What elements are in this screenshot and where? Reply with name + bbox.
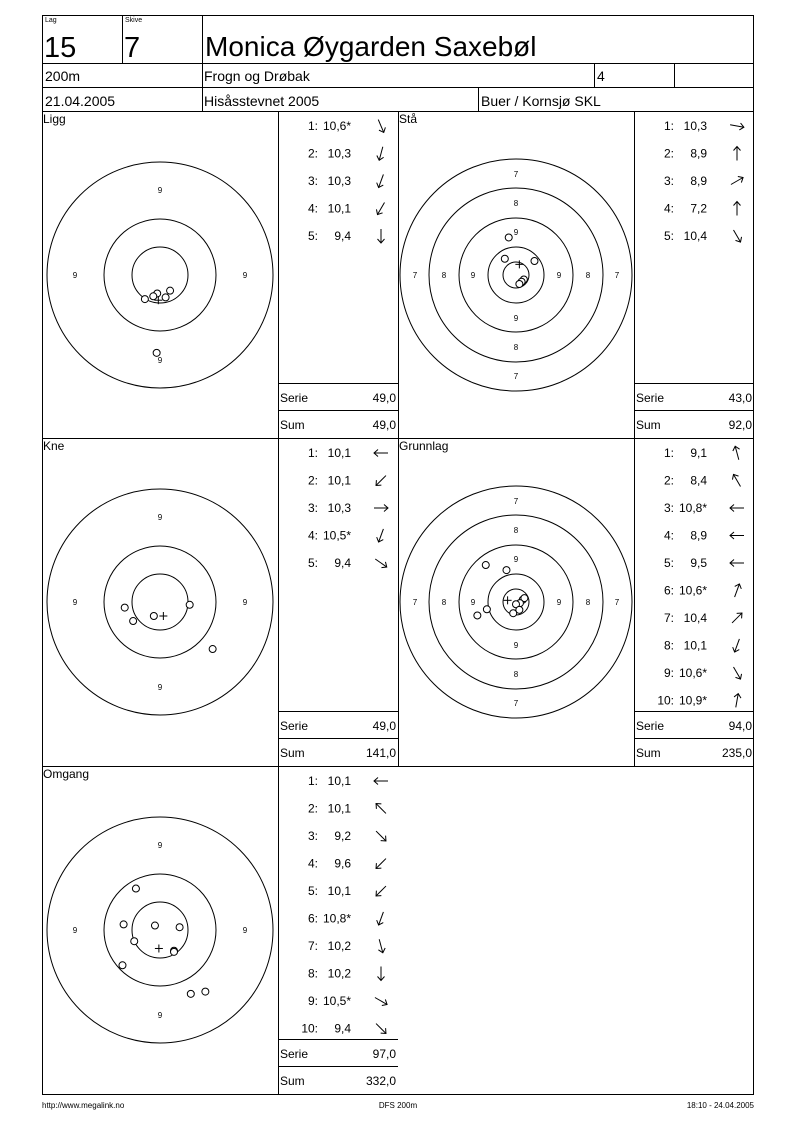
shot-mark (131, 938, 138, 945)
shot-score: 10,6* (678, 583, 707, 598)
serie-value: 49,0 (372, 391, 396, 405)
shot-score: 8,9 (690, 174, 707, 188)
section-title: Kne (43, 439, 65, 453)
direction-arrow-icon (373, 994, 389, 1007)
target-ring (132, 574, 188, 630)
sum-label: Sum (280, 746, 305, 760)
shot-mark (150, 293, 157, 300)
shot-number: 2: (307, 801, 318, 816)
ring-number: 8 (513, 526, 519, 535)
sum-value: 49,0 (372, 418, 396, 432)
direction-arrow-icon (730, 560, 744, 567)
direction-arrow-icon (374, 884, 389, 899)
direction-arrow-icon (373, 556, 388, 570)
shot-row (664, 501, 744, 515)
shot-number: 3: (307, 501, 318, 515)
direction-arrow-icon (375, 118, 387, 134)
shot-mark (120, 921, 127, 928)
direction-arrow-icon (734, 147, 741, 161)
event-date: 21.04.2005 (45, 93, 116, 109)
shot-score: 9,4 (334, 229, 351, 243)
sum-value: 332,0 (365, 1074, 396, 1088)
shot-number: 1: (663, 119, 674, 133)
shot-mark (482, 562, 489, 569)
shot-score: 10,3 (327, 174, 351, 188)
serie-value: 97,0 (372, 1047, 396, 1061)
ring-number: 8 (585, 271, 591, 280)
ring-number: 9 (556, 271, 562, 280)
shot-number: 5: (307, 556, 318, 570)
shot-mark (141, 296, 148, 303)
class-value: 4 (597, 68, 605, 84)
ring-number: 8 (513, 343, 519, 352)
ring-number: 9 (242, 598, 248, 607)
ring-number: 9 (513, 228, 519, 237)
direction-arrow-icon (374, 1021, 389, 1036)
lag-label: Lag (45, 17, 57, 24)
ring-number: 9 (72, 271, 78, 280)
serie-value: 94,0 (728, 719, 752, 733)
shot-score: 8,4 (690, 473, 707, 488)
direction-arrow-icon (375, 528, 386, 544)
serie-label: Serie (280, 1047, 309, 1061)
direction-arrow-icon (375, 173, 386, 189)
shot-score: 10,5* (322, 994, 351, 1008)
shot-row (664, 174, 745, 188)
serie-label: Serie (636, 719, 665, 733)
shot-score: 10,1 (327, 774, 351, 788)
shot-row (308, 118, 387, 134)
shot-row (308, 829, 388, 844)
shot-row (664, 556, 744, 570)
shot-number: 5: (307, 884, 318, 898)
ring-number: 7 (412, 271, 418, 280)
ring-number: 9 (513, 641, 519, 650)
target-ring (104, 874, 216, 986)
shot-mark (132, 885, 139, 892)
shot-number: 3: (307, 174, 318, 188)
direction-arrow-icon (374, 856, 389, 871)
target (47, 817, 273, 1043)
section-title: Stå (399, 112, 418, 126)
shot-score: 10,1 (327, 473, 351, 488)
ring-number: 7 (412, 598, 418, 607)
ring-number: 8 (513, 199, 519, 208)
ring-number: 9 (157, 513, 163, 522)
footer-url: http://www.megalink.no (42, 1101, 125, 1110)
shot-number: 4: (663, 201, 674, 216)
shot-row (308, 556, 389, 570)
shot-mark (202, 988, 209, 995)
section-title: Omgang (43, 767, 90, 781)
direction-arrow-icon (732, 445, 742, 460)
sum-label: Sum (636, 418, 661, 432)
direction-arrow-icon (375, 911, 386, 927)
direction-arrow-icon (374, 450, 388, 457)
shot-score: 10,6* (678, 666, 707, 680)
shot-mark (510, 610, 517, 617)
shot-score: 9,1 (690, 446, 707, 460)
shot-row (657, 693, 741, 708)
shot-mark (151, 922, 158, 929)
sum-label: Sum (280, 1074, 305, 1088)
target (400, 486, 632, 718)
group-center-cross (504, 596, 512, 604)
shot-number: 3: (307, 829, 318, 843)
shot-number: 3: (663, 501, 674, 515)
target-ring (488, 247, 544, 303)
shot-row (308, 173, 387, 189)
target-ring (47, 489, 273, 715)
ring-number: 8 (441, 598, 447, 607)
target-ring (47, 817, 273, 1043)
shot-mark (171, 948, 178, 955)
shot-mark (153, 349, 160, 356)
shot-number: 9: (663, 666, 674, 680)
direction-arrow-icon (374, 829, 389, 844)
shot-score: 10,2 (327, 966, 351, 981)
shot-mark (187, 990, 194, 997)
shot-score: 9,6 (334, 856, 351, 871)
section-title: Ligg (43, 112, 66, 126)
shot-mark (209, 646, 216, 653)
shot-score: 10,6* (322, 119, 351, 133)
shot-score: 9,5 (690, 556, 707, 570)
shot-number: 2: (663, 473, 674, 488)
direction-arrow-icon (731, 638, 742, 654)
ring-number: 9 (72, 926, 78, 935)
shot-row (301, 1021, 388, 1036)
shot-score: 10,1 (327, 884, 351, 898)
shot-row (664, 445, 742, 460)
target (47, 162, 273, 388)
sum-value: 141,0 (365, 746, 396, 760)
shot-number: 3: (663, 174, 674, 188)
ring-number: 7 (614, 598, 620, 607)
shot-score: 7,2 (690, 201, 707, 216)
shot-number: 4: (307, 201, 318, 216)
group-center-cross (155, 944, 163, 952)
shot-row (308, 994, 389, 1008)
sum-value: 235,0 (721, 746, 752, 760)
shot-number: 1: (307, 446, 318, 460)
direction-arrow-icon (376, 938, 386, 953)
shot-mark (483, 606, 490, 613)
shot-row (664, 529, 744, 543)
ring-number: 9 (242, 271, 248, 280)
shot-mark (531, 258, 538, 265)
shot-number: 6: (663, 583, 674, 598)
shot-score: 10,8* (322, 911, 351, 926)
shot-row (308, 528, 387, 544)
shot-score: 10,3 (327, 146, 351, 161)
direction-arrow-icon (730, 228, 743, 244)
shot-row (308, 774, 388, 788)
shot-number: 1: (307, 774, 318, 788)
direction-arrow-icon (374, 473, 389, 488)
lag-value: 15 (44, 32, 77, 64)
direction-arrow-icon (730, 665, 743, 681)
distance: 200m (45, 68, 81, 84)
shot-score: 10,3 (683, 119, 707, 133)
ring-number: 9 (72, 598, 78, 607)
sum-label: Sum (280, 418, 305, 432)
shot-row (664, 202, 741, 216)
ring-number: 9 (513, 555, 519, 564)
direction-arrow-icon (378, 229, 385, 243)
shot-number: 10: (657, 693, 674, 708)
event-name: Hisåsstevnet 2005 (204, 93, 320, 109)
shot-number: 4: (663, 528, 674, 543)
serie-value: 49,0 (372, 719, 396, 733)
shot-mark (162, 294, 169, 301)
shot-mark (150, 613, 157, 620)
ring-number: 8 (513, 670, 519, 679)
ring-number: 9 (157, 186, 163, 195)
footer-title: DFS 200m (378, 1101, 418, 1110)
shot-number: 10: (301, 1021, 318, 1036)
shot-row (308, 801, 388, 816)
shot-number: 2: (307, 473, 318, 488)
direction-arrow-icon (734, 202, 741, 216)
shot-number: 8: (307, 966, 318, 981)
shot-number: 4: (307, 856, 318, 871)
direction-arrow-icon (374, 201, 387, 217)
shot-row (664, 147, 741, 161)
section-title: Grunnlag (399, 439, 449, 453)
shot-row (308, 201, 388, 217)
shot-row (664, 665, 744, 681)
shot-row (308, 473, 388, 488)
target-ring (104, 546, 216, 658)
target (400, 159, 632, 391)
ring-number: 7 (513, 372, 519, 381)
venue: Buer / Kornsjø SKL (481, 93, 601, 109)
direction-arrow-icon (732, 693, 741, 708)
shot-number: 7: (663, 611, 674, 625)
shot-row (664, 638, 743, 654)
shot-mark (474, 612, 481, 619)
shot-score: 10,1 (327, 801, 351, 816)
shot-mark (119, 962, 126, 969)
shot-number: 6: (307, 911, 318, 926)
ring-number: 7 (614, 271, 620, 280)
shot-number: 5: (663, 229, 674, 243)
serie-label: Serie (280, 719, 309, 733)
direction-arrow-icon (731, 583, 742, 599)
group-center-cross (159, 612, 167, 620)
direction-arrow-icon (730, 611, 745, 626)
shot-row (664, 473, 744, 489)
shot-score: 8,9 (690, 528, 707, 543)
shot-mark (167, 287, 174, 294)
direction-arrow-icon (374, 801, 389, 816)
shot-number: 4: (307, 528, 318, 543)
shot-score: 10,1 (327, 446, 351, 460)
direction-arrow-icon (730, 532, 744, 539)
shot-mark (503, 567, 510, 574)
ring-number: 9 (157, 683, 163, 692)
shot-score: 10,4 (683, 229, 707, 243)
shooter-name: Monica Øygarden Saxebøl (205, 31, 537, 62)
shot-number: 2: (663, 146, 674, 161)
shot-row (308, 884, 388, 899)
direction-arrow-icon (730, 473, 743, 489)
ring-number: 8 (441, 271, 447, 280)
shot-row (664, 119, 745, 133)
shot-row (308, 938, 386, 953)
shot-score: 10,5* (322, 528, 351, 543)
shot-score: 10,4 (683, 611, 707, 625)
direction-arrow-icon (729, 174, 745, 187)
ring-number: 9 (556, 598, 562, 607)
shot-mark (505, 234, 512, 241)
shot-score: 9,4 (334, 556, 351, 570)
serie-label: Serie (280, 391, 309, 405)
shot-score: 8,9 (690, 146, 707, 161)
target-ring (429, 188, 603, 362)
shot-mark (186, 601, 193, 608)
direction-arrow-icon (374, 505, 388, 512)
shot-number: 5: (307, 229, 318, 243)
club-name: Frogn og Drøbak (204, 68, 310, 84)
shot-row (664, 611, 744, 626)
shot-score: 9,4 (334, 1021, 351, 1036)
direction-arrow-icon (374, 778, 388, 785)
shot-row (308, 856, 388, 871)
shot-score: 10,2 (327, 939, 351, 953)
shot-mark (121, 604, 128, 611)
shot-mark (501, 255, 508, 262)
shot-mark (176, 924, 183, 931)
ring-number: 9 (157, 1011, 163, 1020)
shot-number: 5: (663, 556, 674, 570)
shot-mark (516, 280, 523, 287)
shot-row (308, 229, 385, 243)
ring-number: 7 (513, 497, 519, 506)
ring-number: 7 (513, 170, 519, 179)
shot-row (308, 911, 387, 927)
serie-value: 43,0 (728, 391, 752, 405)
direction-arrow-icon (730, 505, 744, 512)
shot-row (308, 146, 386, 161)
sum-label: Sum (636, 746, 661, 760)
shot-mark (130, 618, 137, 625)
serie-label: Serie (636, 391, 665, 405)
shot-row (308, 446, 388, 460)
direction-arrow-icon (376, 146, 386, 161)
target (47, 489, 273, 715)
shot-number: 8: (663, 638, 674, 653)
ring-number: 9 (513, 314, 519, 323)
shot-row (664, 583, 743, 599)
shot-score: 10,9* (678, 693, 707, 708)
skive-label: Skive (125, 17, 143, 24)
direction-arrow-icon (378, 967, 385, 981)
shot-number: 9: (307, 994, 318, 1008)
footer-timestamp: 18:10 - 24.04.2005 (686, 1101, 754, 1110)
ring-number: 8 (585, 598, 591, 607)
ring-number: 9 (242, 926, 248, 935)
target-ring (400, 159, 632, 391)
direction-arrow-icon (729, 121, 744, 130)
shot-number: 2: (307, 146, 318, 161)
shot-score: 10,1 (327, 201, 351, 216)
shot-score: 10,8* (678, 501, 707, 515)
skive-value: 7 (124, 32, 141, 64)
shot-row (308, 501, 388, 515)
target-ring (104, 219, 216, 331)
sum-value: 92,0 (728, 418, 752, 432)
shot-number: 7: (307, 939, 318, 953)
shot-score: 10,3 (327, 501, 351, 515)
shot-row (664, 228, 744, 244)
ring-number: 9 (157, 841, 163, 850)
shot-score: 10,1 (683, 638, 707, 653)
ring-number: 9 (470, 598, 476, 607)
ring-number: 9 (157, 356, 163, 365)
shot-row (308, 967, 385, 981)
shot-number: 1: (663, 446, 674, 460)
ring-number: 7 (513, 699, 519, 708)
shot-number: 1: (307, 119, 318, 133)
shot-score: 9,2 (334, 829, 351, 843)
ring-number: 9 (470, 271, 476, 280)
